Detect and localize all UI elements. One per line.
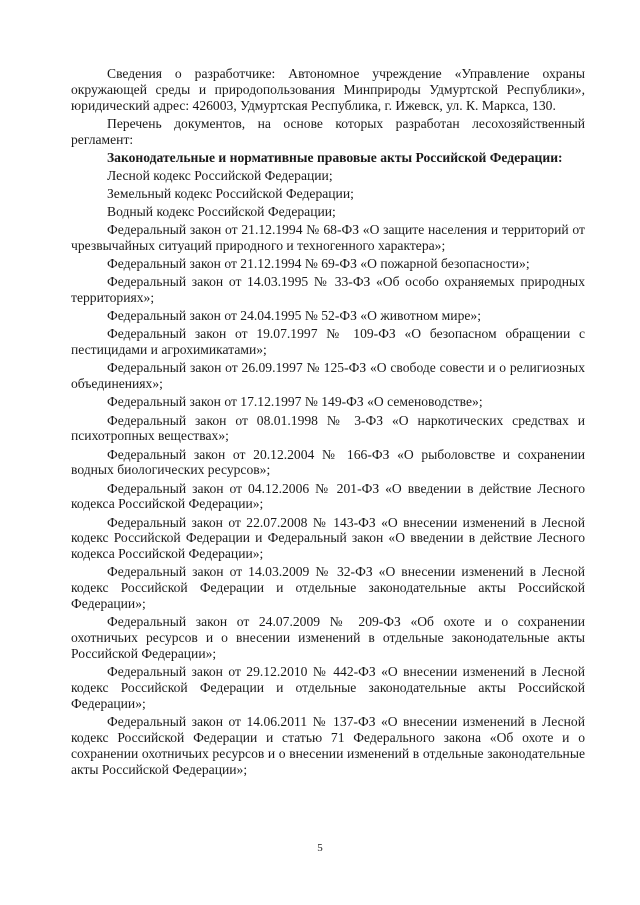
document-item: Федеральный закон от 21.12.1994 № 69-ФЗ «О пожарной безопасности»; (107, 256, 530, 272)
document-item: Водный кодекс Российской Федерации; (107, 204, 336, 220)
document-item: Федеральный закон от 24.07.2009 № 209-ФЗ «Об охоте и о сохранении охотничьих ресурсов и о внесении изменений в отдельные законодательные акты Российской Федерации»; (71, 614, 585, 662)
page-content (71, 66, 585, 780)
document-item: Федеральный закон от 17.12.1997 № 149-ФЗ «О семеноводстве»; (107, 394, 483, 410)
developer-info: Сведения о разработчике: Автономное учреждение «Управление охраны окружающей среды и природопользования Минприроды Удмуртской Республики», юридический адрес: 426003, Удмуртская Республика, г. Ижевск, ул. К. Маркса, 130. (71, 66, 585, 113)
document-item: Федеральный закон от 04.12.2006 № 201-ФЗ «О введении в действие Лесного кодекса Российской Федерации»; (71, 480, 585, 512)
section-heading: Законодательные и нормативные правовые акты Российской Федерации: (107, 149, 563, 165)
document-item: Федеральный закон от 14.03.1995 № 33-ФЗ «Об особо охраняемых природных территориях»; (71, 274, 585, 306)
document-item: Федеральный закон от 26.09.1997 № 125-ФЗ «О свободе совести и о религиозных объединениях»; (71, 360, 585, 392)
document-item: Федеральный закон от 14.03.2009 № 32-ФЗ «О внесении изменений в Лесной кодекс Российской Федерации и отдельные законодательные акты Российской Федерации»; (71, 564, 585, 612)
document-item: Федеральный закон от 21.12.1994 № 68-ФЗ «О защите населения и территорий от чрезвычайных ситуаций природного и техногенного характера»; (71, 222, 585, 254)
document-item: Федеральный закон от 08.01.1998 № 3-ФЗ «О наркотических средствах и психотропных веществах»; (71, 412, 585, 444)
document-item: Лесной кодекс Российской Федерации; (107, 168, 333, 183)
document-item: Федеральный закон от 14.06.2011 № 137-ФЗ «О внесении изменений в Лесной кодекс Российской Федерации и статью 71 Федерального закона «Об охоте и о сохранении охотничьих ресурсов и о внесении изменений в отдельные законодательные акты Российской Федерации»; (71, 714, 585, 777)
document-item: Федеральный закон от 20.12.2004 № 166-ФЗ «О рыболовстве и сохранении водных биологических ресурсов»; (71, 446, 585, 478)
documents-intro: Перечень документов, на основе которых разработан лесохозяйственный регламент: (71, 115, 585, 147)
page-number: 5 (317, 842, 323, 854)
document-item: Федеральный закон от 22.07.2008 № 143-ФЗ «О внесении изменений в Лесной кодекс Российской Федерации и Федеральный закон «О введении в действие Лесного кодекса Российской Федерации»; (71, 514, 585, 562)
document-item: Федеральный закон от 19.07.1997 № 109-ФЗ «О безопасном обращении с пестицидами и агрохимикатами»; (71, 326, 585, 358)
document-item: Земельный кодекс Российской Федерации; (107, 186, 354, 202)
document-item: Федеральный закон от 24.04.1995 № 52-ФЗ «О животном мире»; (107, 308, 481, 324)
document-item: Федеральный закон от 29.12.2010 № 442-ФЗ «О внесении изменений в Лесной кодекс Российской Федерации и отдельные законодательные акты Российской Федерации»; (71, 664, 585, 712)
